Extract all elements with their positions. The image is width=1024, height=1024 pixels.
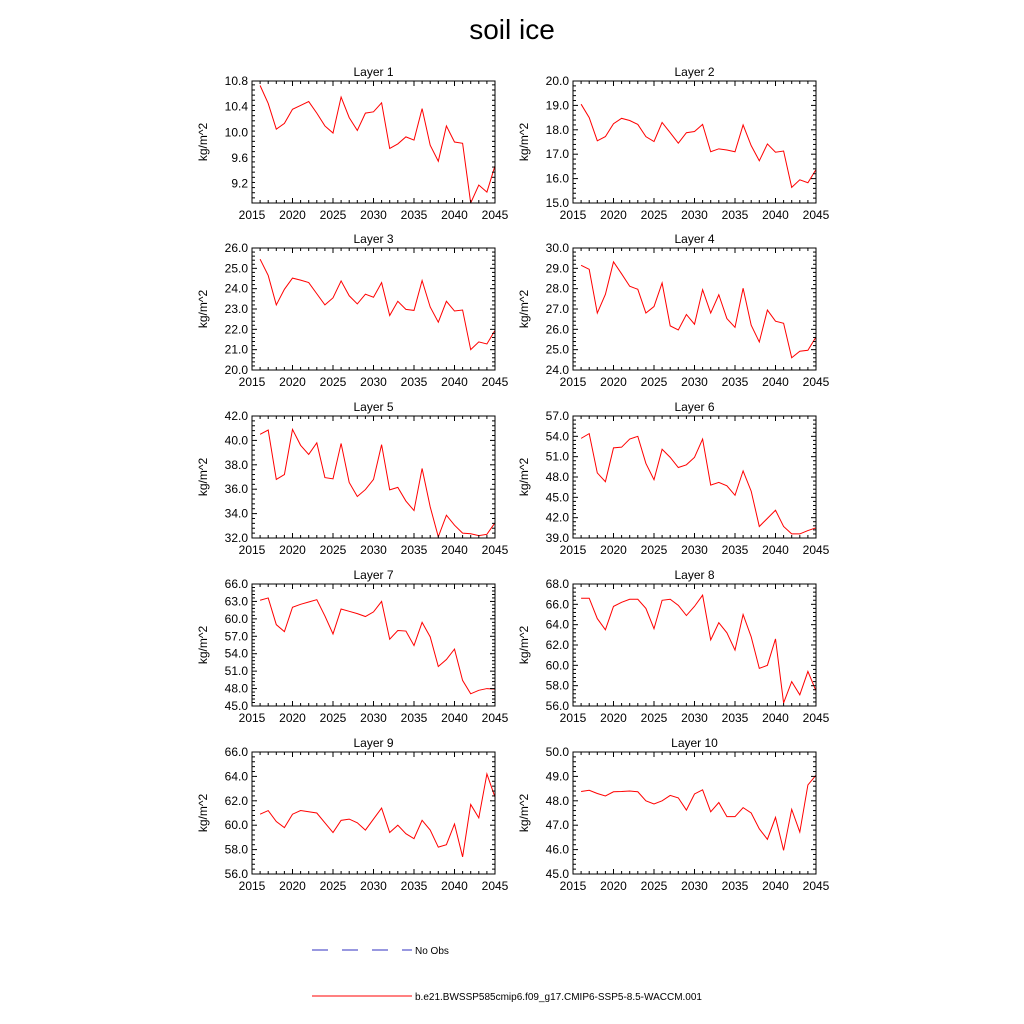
plot-frame (573, 81, 816, 203)
x-tick-label: 2025 (319, 879, 347, 893)
x-tick-label: 2030 (360, 208, 387, 222)
plot-frame (252, 81, 495, 203)
x-tick-label: 2020 (600, 375, 627, 389)
x-tick-label: 2015 (559, 711, 587, 725)
panel-title: Layer 2 (674, 65, 715, 79)
y-tick-label: 57.0 (224, 629, 248, 644)
x-tick-label: 2030 (681, 711, 708, 725)
x-tick-label: 2045 (802, 879, 830, 893)
x-tick-label: 2020 (600, 711, 627, 725)
y-tick-label: 63.0 (224, 594, 248, 609)
x-tick-label: 2025 (640, 543, 668, 557)
x-tick-label: 2040 (762, 208, 789, 222)
y-tick-label: 22.0 (224, 322, 248, 337)
panel-layer-7 (196, 568, 509, 725)
x-tick-label: 2020 (279, 208, 306, 222)
y-tick-label: 38.0 (224, 457, 248, 472)
x-tick-label: 2030 (681, 543, 708, 557)
y-tick-label: 47.0 (545, 818, 569, 833)
y-tick-label: 24.0 (224, 281, 248, 296)
y-axis-label: kg/m^2 (517, 122, 531, 162)
y-tick-label: 60.0 (545, 658, 569, 673)
y-axis-label: kg/m^2 (196, 122, 210, 162)
x-tick-label: 2035 (400, 375, 428, 389)
y-tick-label: 56.0 (545, 699, 569, 713)
x-tick-label: 2040 (441, 208, 468, 222)
x-tick-label: 2020 (600, 208, 627, 222)
x-tick-label: 2030 (681, 208, 708, 222)
y-axis-label: kg/m^2 (517, 289, 531, 329)
panel-title: Layer 3 (353, 232, 394, 246)
series-line (260, 85, 495, 203)
y-tick-label: 66.0 (224, 577, 248, 591)
x-tick-label: 2035 (400, 879, 428, 893)
y-tick-label: 10.4 (224, 99, 248, 114)
x-tick-label: 2025 (640, 375, 668, 389)
panel-layer-6 (517, 400, 830, 557)
y-tick-label: 42.0 (224, 409, 248, 423)
y-tick-label: 26.0 (545, 322, 569, 337)
x-tick-label: 2040 (441, 375, 468, 389)
panel-title: Layer 6 (674, 400, 715, 414)
x-tick-label: 2015 (559, 879, 587, 893)
x-tick-label: 2035 (721, 543, 749, 557)
panel-title: Layer 4 (674, 232, 715, 246)
y-tick-label: 10.8 (224, 74, 248, 88)
x-tick-label: 2025 (319, 208, 347, 222)
y-tick-label: 34.0 (224, 506, 248, 521)
y-tick-label: 54.0 (224, 646, 248, 661)
panel-layer-8 (517, 568, 830, 725)
y-tick-label: 40.0 (224, 433, 248, 448)
x-tick-label: 2020 (279, 375, 306, 389)
plot-frame (573, 416, 816, 538)
x-tick-label: 2045 (802, 208, 830, 222)
x-tick-label: 2025 (640, 208, 668, 222)
y-tick-label: 9.6 (231, 151, 248, 166)
plot-frame (252, 584, 495, 706)
panel-title: Layer 5 (353, 400, 394, 414)
x-tick-label: 2045 (481, 375, 509, 389)
panel-title: Layer 7 (353, 568, 394, 582)
panel-layer-10 (517, 736, 830, 893)
y-tick-label: 32.0 (224, 531, 248, 545)
x-tick-label: 2045 (802, 711, 830, 725)
x-tick-label: 2040 (762, 879, 789, 893)
y-tick-label: 29.0 (545, 261, 569, 276)
y-tick-label: 50.0 (545, 745, 569, 759)
y-tick-label: 23.0 (224, 302, 248, 316)
y-tick-label: 48.0 (545, 793, 569, 808)
panel-title: Layer 9 (353, 736, 394, 750)
x-tick-label: 2040 (762, 375, 789, 389)
x-tick-label: 2045 (481, 208, 509, 222)
x-tick-label: 2040 (441, 711, 468, 725)
plot-frame (252, 248, 495, 370)
x-tick-label: 2035 (721, 879, 749, 893)
y-tick-label: 54.0 (545, 429, 569, 444)
y-tick-label: 20.0 (545, 74, 569, 88)
plot-frame (252, 416, 495, 538)
series-line (581, 434, 816, 534)
panel-layer-2 (517, 65, 830, 222)
y-tick-label: 45.0 (224, 699, 248, 713)
x-tick-label: 2015 (559, 208, 587, 222)
y-tick-label: 64.0 (224, 769, 248, 784)
x-tick-label: 2030 (681, 375, 708, 389)
x-tick-label: 2030 (360, 543, 387, 557)
x-tick-label: 2025 (319, 375, 347, 389)
y-axis-label: kg/m^2 (517, 625, 531, 665)
x-tick-label: 2035 (721, 208, 749, 222)
x-tick-label: 2025 (640, 879, 668, 893)
x-tick-label: 2030 (360, 711, 387, 725)
panel-layer-3 (196, 232, 509, 389)
y-tick-label: 25.0 (224, 261, 248, 276)
y-tick-label: 18.0 (545, 122, 569, 137)
y-tick-label: 68.0 (545, 577, 569, 591)
x-tick-label: 2040 (762, 543, 789, 557)
x-tick-label: 2015 (238, 879, 266, 893)
x-tick-label: 2035 (400, 208, 428, 222)
y-tick-label: 21.0 (224, 342, 248, 357)
y-tick-label: 48.0 (224, 681, 248, 696)
x-tick-label: 2045 (481, 711, 509, 725)
x-tick-label: 2015 (238, 208, 266, 222)
plot-frame (573, 248, 816, 370)
y-tick-label: 46.0 (545, 842, 569, 857)
x-tick-label: 2030 (360, 375, 387, 389)
legend-obs-label: No Obs (415, 946, 449, 957)
y-tick-label: 36.0 (224, 482, 248, 497)
y-tick-label: 45.0 (545, 867, 569, 881)
x-tick-label: 2015 (559, 543, 587, 557)
y-tick-label: 10.0 (224, 125, 248, 140)
y-tick-label: 62.0 (545, 638, 569, 652)
y-tick-label: 58.0 (545, 678, 569, 693)
x-tick-label: 2040 (441, 543, 468, 557)
x-tick-label: 2020 (600, 543, 627, 557)
y-axis-label: kg/m^2 (196, 289, 210, 329)
series-line (581, 262, 816, 358)
y-tick-label: 39.0 (545, 531, 569, 545)
y-tick-label: 62.0 (224, 793, 248, 808)
y-axis-label: kg/m^2 (196, 457, 210, 497)
legend (312, 946, 702, 1003)
y-tick-label: 56.0 (224, 867, 248, 881)
panel-layer-9 (196, 736, 509, 893)
panel-title: Layer 8 (674, 568, 715, 582)
y-tick-label: 66.0 (545, 597, 569, 612)
x-tick-label: 2020 (279, 879, 306, 893)
series-line (260, 259, 495, 349)
y-tick-label: 42.0 (545, 510, 569, 525)
y-tick-label: 25.0 (545, 342, 569, 357)
x-tick-label: 2015 (238, 375, 266, 389)
x-tick-label: 2025 (640, 711, 668, 725)
page-title: soil ice (469, 14, 555, 45)
y-tick-label: 26.0 (224, 241, 248, 255)
series-line (260, 598, 495, 694)
x-tick-label: 2045 (481, 879, 509, 893)
x-tick-label: 2035 (400, 543, 428, 557)
x-tick-label: 2045 (802, 543, 830, 557)
x-tick-label: 2015 (238, 543, 266, 557)
y-tick-label: 57.0 (545, 409, 569, 423)
x-tick-label: 2020 (279, 543, 306, 557)
x-tick-label: 2035 (721, 711, 749, 725)
y-tick-label: 66.0 (224, 745, 248, 759)
y-tick-label: 27.0 (545, 302, 569, 316)
y-tick-label: 15.0 (545, 196, 569, 210)
y-tick-label: 24.0 (545, 363, 569, 377)
x-tick-label: 2040 (762, 711, 789, 725)
y-axis-label: kg/m^2 (517, 793, 531, 833)
y-axis-label: kg/m^2 (196, 625, 210, 665)
y-axis-label: kg/m^2 (517, 457, 531, 497)
y-tick-label: 51.0 (224, 664, 248, 679)
y-tick-label: 19.0 (545, 98, 569, 113)
x-tick-label: 2035 (721, 375, 749, 389)
x-tick-label: 2020 (600, 879, 627, 893)
y-tick-label: 9.2 (231, 176, 248, 191)
series-line (581, 104, 816, 187)
x-tick-label: 2040 (441, 879, 468, 893)
y-tick-label: 64.0 (545, 617, 569, 632)
x-tick-label: 2015 (559, 375, 587, 389)
plot-frame (252, 752, 495, 874)
y-tick-label: 45.0 (545, 490, 569, 505)
x-tick-label: 2045 (802, 375, 830, 389)
y-tick-label: 17.0 (545, 147, 569, 162)
plot-frame (573, 752, 816, 874)
y-tick-label: 16.0 (545, 171, 569, 186)
series-line (581, 775, 816, 850)
series-line (260, 429, 495, 536)
panel-layer-5 (196, 400, 509, 557)
legend-series-label: b.e21.BWSSP585cmip6.f09_g17.CMIP6-SSP5-8.5-WACCM.001 (415, 992, 702, 1003)
x-tick-label: 2025 (319, 711, 347, 725)
panel-layer-1 (196, 65, 509, 222)
x-tick-label: 2030 (360, 879, 387, 893)
y-tick-label: 48.0 (545, 470, 569, 484)
x-tick-label: 2035 (400, 711, 428, 725)
panel-title: Layer 10 (671, 736, 718, 750)
x-tick-label: 2025 (319, 543, 347, 557)
y-axis-label: kg/m^2 (196, 793, 210, 833)
y-tick-label: 60.0 (224, 818, 248, 833)
panel-layer-4 (517, 232, 830, 389)
x-tick-label: 2030 (681, 879, 708, 893)
x-tick-label: 2045 (481, 543, 509, 557)
y-tick-label: 51.0 (545, 449, 569, 464)
series-line (260, 774, 495, 857)
x-tick-label: 2015 (238, 711, 266, 725)
y-tick-label: 60.0 (224, 611, 248, 626)
panel-title: Layer 1 (353, 65, 394, 79)
y-tick-label: 49.0 (545, 769, 569, 784)
y-tick-label: 30.0 (545, 241, 569, 255)
y-tick-label: 58.0 (224, 842, 248, 857)
y-tick-label: 20.0 (224, 363, 248, 377)
plot-frame (573, 584, 816, 706)
y-tick-label: 28.0 (545, 281, 569, 296)
x-tick-label: 2020 (279, 711, 306, 725)
series-line (581, 595, 816, 703)
